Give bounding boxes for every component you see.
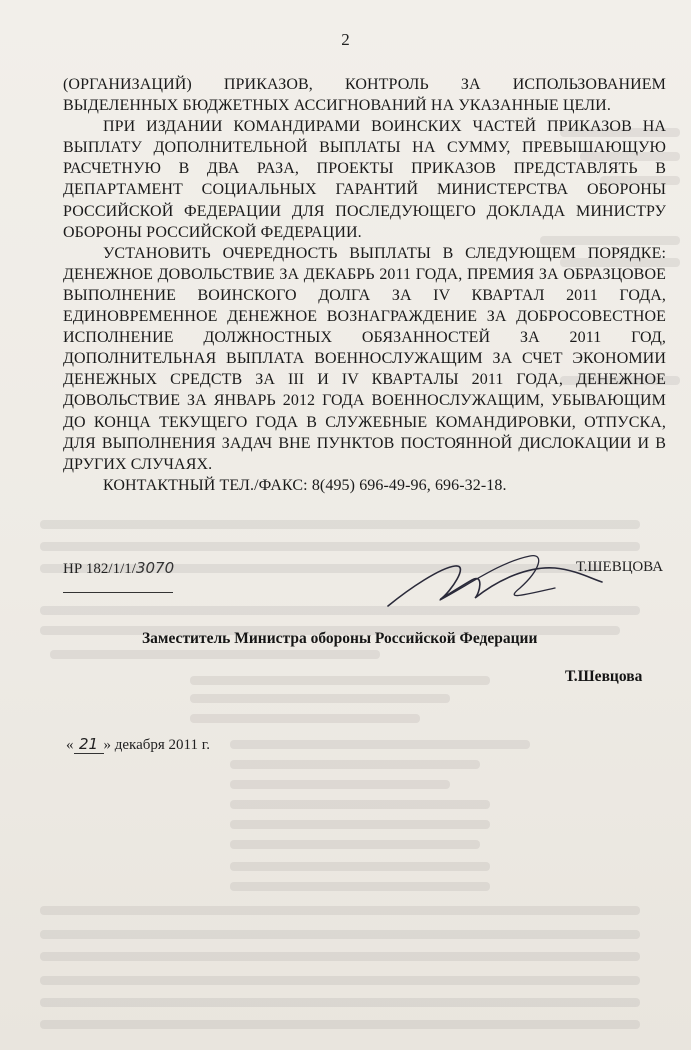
date-month-year: декабря 2011 г. xyxy=(114,737,210,753)
date-close-quote: » xyxy=(103,737,111,753)
signer-position-title: Заместитель Министра обороны Российской Федерации xyxy=(142,630,538,647)
paragraph-draft-orders: ПРИ ИЗДАНИИ КОМАНДИРАМИ ВОИНСКИХ ЧАСТЕЙ ПРИКАЗОВ НА ВЫПЛАТУ ДОПОЛНИТЕЛЬНОЙ ВЫПЛАТЫ НА СУММУ, ПРЕВЫШАЮЩУЮ РАСЧЕТНУЮ В ДВА РАЗА, ПРОЕКТЫ ПРИКАЗОВ ПРЕДСТАВЛЯТЬ В ДЕПАРТАМЕНТ СОЦИАЛЬНЫХ ГАРАНТИЙ МИНИСТЕРСТВА ОБОРОНЫ РОССИЙСКОЙ ФЕДЕРАЦИИ ДЛЯ ПОСЛЕДУЮЩЕГО ДОКЛАДА МИНИСТРУ ОБОРОНЫ РОССИЙСКОЙ ФЕДЕРАЦИИ. xyxy=(63,118,666,241)
page-number: 2 xyxy=(341,30,350,49)
contact-phone: КОНТАКТНЫЙ ТЕЛ./ФАКС: 8(495) 696-49-96, 696-32-18. xyxy=(103,476,507,494)
document-date xyxy=(66,735,210,754)
signer-name: Т.Шевцова xyxy=(565,668,643,685)
paragraph-payment-order: УСТАНОВИТЬ ОЧЕРЕДНОСТЬ ВЫПЛАТЫ В СЛЕДУЮЩЕМ ПОРЯДКЕ: ДЕНЕЖНОЕ ДОВОЛЬСТВИЕ ЗА ДЕКАБРЬ 2011 ГОДА, ПРЕМИЯ ЗА ОБРАЗЦОВОЕ ВЫПОЛНЕНИЕ ВОИНСКОГО ДОЛГА ЗА IV КВАРТАЛ 2011 ГОДА, ЕДИНОВРЕМЕННОЕ ДЕНЕЖНОЕ ВОЗНАГРАЖДЕНИЕ ЗА ДОБРОСОВЕСТНОЕ ИСПОЛНЕНИЕ ДОЛЖНОСТНЫХ ОБЯЗАННОСТЕЙ ЗА 2011 ГОД, ДОПОЛНИТЕЛЬНАЯ ВЫПЛАТА ВОЕННОСЛУЖАЩИМ ЗА СЧЕТ ЭКОНОМИИ ДЕНЕЖНЫХ СРЕДСТВ ЗА III И IV КВАРТАЛЫ 2011 ГОДА, ДЕНЕЖНОЕ ДОВОЛЬСТВИЕ ЗА ЯНВАРЬ 2012 ГОДА ВОЕННОСЛУЖАЩИМ, УБЫВАЮЩИМ ДО КОНЦА ТЕКУЩЕГО ГОДА В СЛУЖЕБНЫЕ КОМАНДИРОВКИ, ОТПУСКА, ДЛЯ ВЫПОЛНЕНИЯ ЗАДАЧ ВНЕ ПУНКТОВ ПОСТОЯННОЙ ДИСЛОКАЦИИ И В ДРУГИХ СЛУЧАЯХ. xyxy=(63,244,666,473)
reference-underline xyxy=(63,592,173,593)
reference-prefix: НР 182/1/1/ xyxy=(63,561,136,577)
body-text xyxy=(63,74,666,496)
paragraph-continued: (ОРГАНИЗАЦИЙ) ПРИКАЗОВ, КОНТРОЛЬ ЗА ИСПОЛЬЗОВАНИЕМ ВЫДЕЛЕННЫХ БЮДЖЕТНЫХ АССИГНОВАНИЙ НА УКАЗАННЫЕ ЦЕЛИ. xyxy=(63,76,666,115)
reference-handwritten-number: 3070 xyxy=(135,559,175,577)
date-open-quote: « xyxy=(66,737,74,753)
document-reference xyxy=(63,559,174,578)
date-day-handwritten: 21 xyxy=(74,735,104,754)
signer-name-typed: Т.ШЕВЦОВА xyxy=(576,559,664,575)
